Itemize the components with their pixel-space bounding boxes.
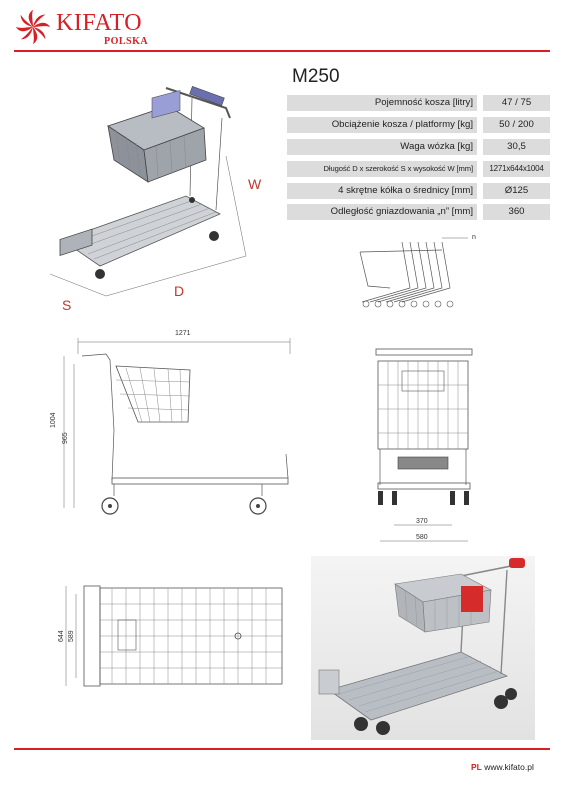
spec-label: 4 skrętne kółka o średnicy [mm] <box>287 183 477 199</box>
model-title: M250 <box>292 66 340 87</box>
dimension-letter-d: D <box>174 283 185 299</box>
nesting-label: n <box>472 234 476 241</box>
footer <box>471 762 534 772</box>
footer-language: PL <box>471 762 482 772</box>
spec-value: 1271x644x1004 <box>483 161 550 177</box>
footer-url[interactable]: www.kifato.pl <box>484 762 534 772</box>
dimension-letter-w: W <box>248 176 262 192</box>
spec-row-load <box>287 117 550 133</box>
spec-row-nesting <box>287 204 550 220</box>
front-view-drawing <box>368 345 480 545</box>
brand-name: KIFATO <box>56 10 143 36</box>
kifato-logo-icon <box>14 8 52 46</box>
top-view-drawing <box>52 580 292 692</box>
spec-row-wheels <box>287 183 550 199</box>
side-height-total-label: 1004 <box>50 412 57 428</box>
spec-value: 360 <box>483 204 550 220</box>
spec-row-weight <box>287 139 550 155</box>
spec-row-capacity <box>287 95 550 111</box>
front-outer-span-label: 580 <box>416 534 428 541</box>
top-width-outer-label: 644 <box>58 630 65 642</box>
nesting-diagram <box>350 232 480 312</box>
top-width-inner-label: 589 <box>68 630 75 642</box>
spec-label: Waga wózka [kg] <box>287 139 477 155</box>
side-height-platform-label: 965 <box>62 432 69 444</box>
front-inner-span-label: 370 <box>416 518 428 525</box>
header-divider <box>14 50 550 52</box>
brand-subtitle: POLSKA <box>104 36 149 47</box>
spec-label: Obciążenie kosza / platformy [kg] <box>287 117 477 133</box>
cart-product-photo <box>311 556 535 740</box>
spec-label: Odległość gniazdowania „n” [mm] <box>287 204 477 220</box>
spec-value: 30,5 <box>483 139 550 155</box>
spec-value: 47 / 75 <box>483 95 550 111</box>
spec-value: 50 / 200 <box>483 117 550 133</box>
footer-divider <box>14 748 550 750</box>
side-length-label: 1271 <box>175 330 191 337</box>
spec-row-dimensions <box>287 161 550 177</box>
spec-label: Pojemność kosza [litry] <box>287 95 477 111</box>
side-view-drawing <box>50 330 300 520</box>
spec-value: Ø125 <box>483 183 550 199</box>
dimension-letter-s: S <box>62 297 72 313</box>
cart-isometric-render <box>40 78 280 298</box>
spec-label: Długość D x szerokość S x wysokość W [mm] <box>287 161 477 177</box>
